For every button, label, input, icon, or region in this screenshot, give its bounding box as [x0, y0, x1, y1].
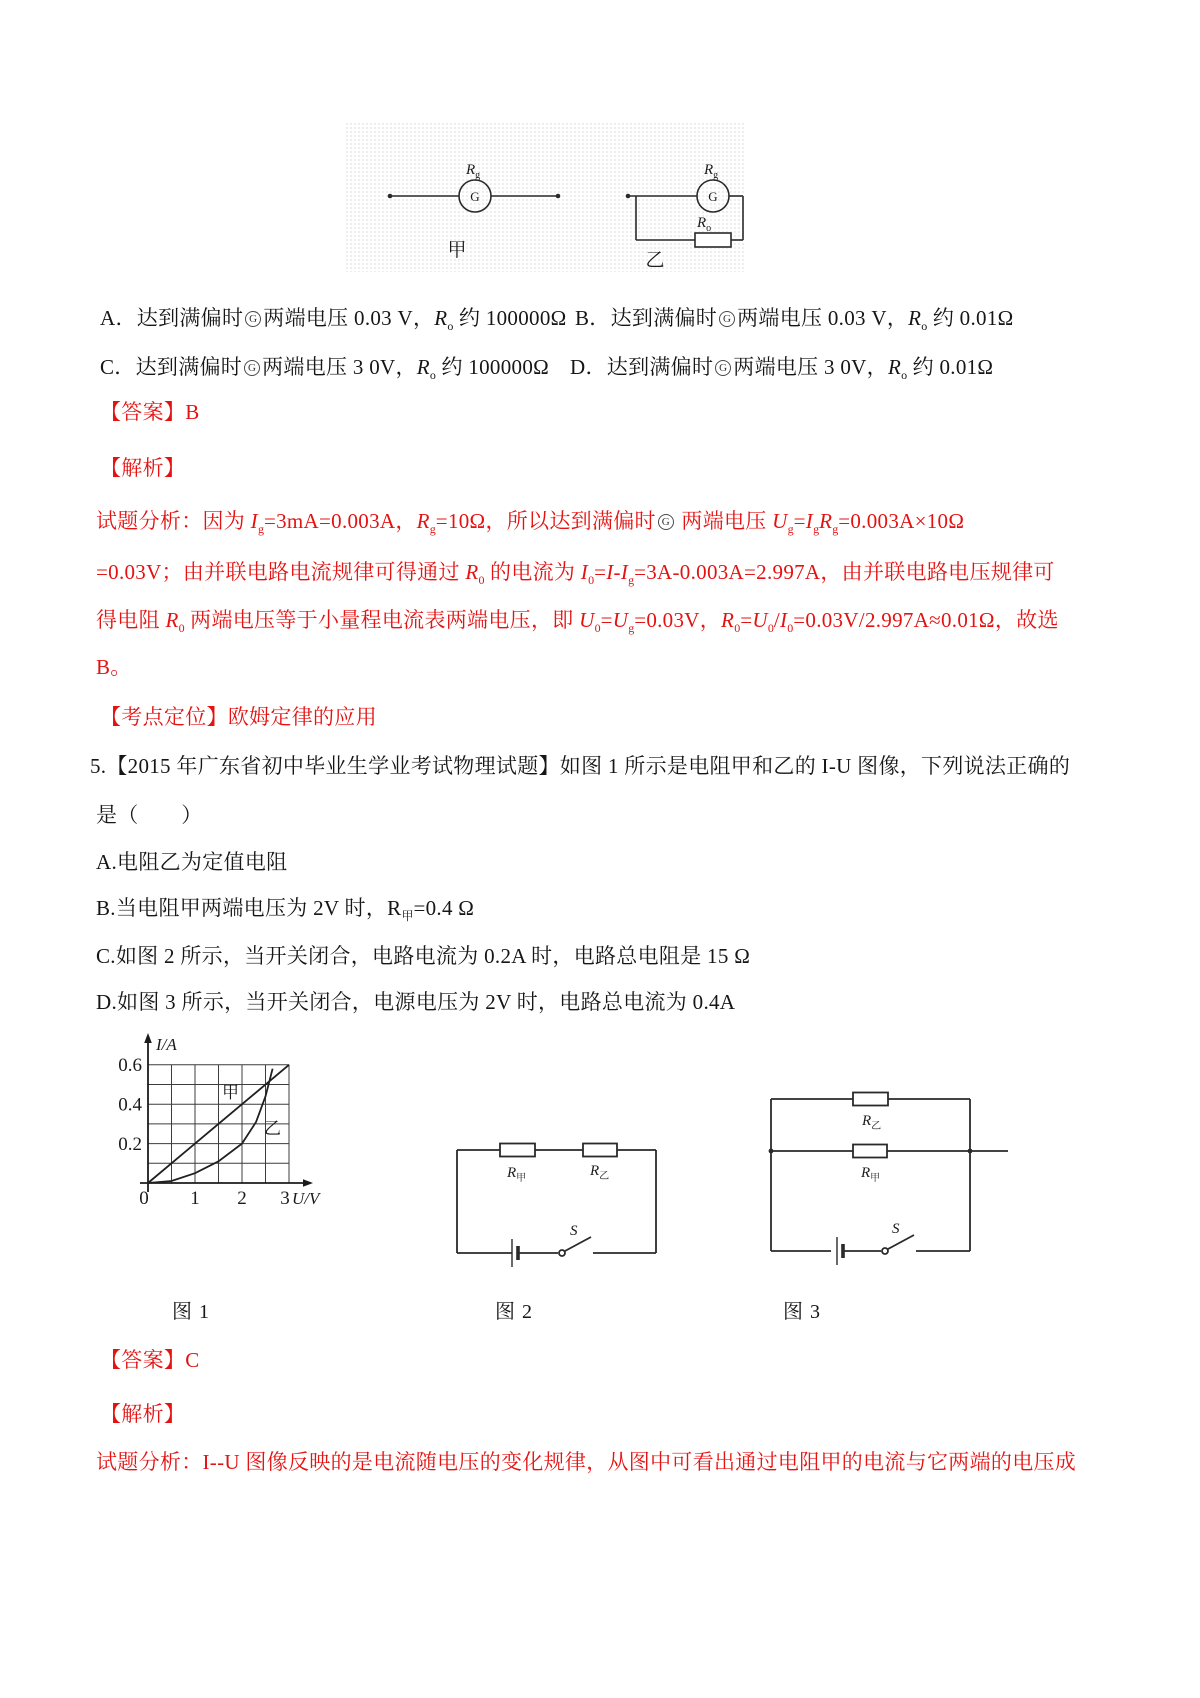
galvanometer-icon: G [715, 360, 731, 376]
resistor-icon [853, 1145, 887, 1158]
r0-label: $R_o$ [697, 215, 712, 234]
q5-option-c: C.如图 2 所示，当开关闭合，电路电流为 0.2A 时，电路总电阻是 15 Ω [96, 944, 751, 968]
fig3-caption: 图 3 [783, 1301, 821, 1323]
q5-answer-line [100, 1344, 200, 1374]
y-tick-0.2: 0.2 [118, 1134, 142, 1155]
q4-circuit-figure [345, 122, 745, 272]
q4-option-c: C．达到满偏时 G 两端电压 3 0V，$R_o$ 约 100000Ω [100, 355, 550, 383]
x-tick-3: 3 [280, 1188, 290, 1209]
x-tick-1: 1 [190, 1188, 200, 1209]
q5-option-a: A.电阻乙为定值电阻 [96, 850, 288, 874]
circuit2-wires [457, 1144, 656, 1268]
circuit-figure-2 [450, 1140, 665, 1270]
circuit-figure-3 [765, 1088, 1015, 1268]
circuit-yi-wires [626, 180, 743, 247]
answer-tag: 【答案】 [100, 1348, 186, 1372]
y-axis-label: I/A [156, 1035, 177, 1054]
circuit3-wires [769, 1093, 1008, 1266]
q4-option-d: D．达到满偏时 G 两端电压 3 0V，$R_o$ 约 0.01Ω [570, 355, 994, 383]
r-yi-label: $R_乙$ [590, 1163, 610, 1182]
fig2-caption: 图 2 [495, 1301, 533, 1323]
x-axis-label: U/V [292, 1189, 320, 1208]
q5-analysis-line: 试题分析：I--U 图像反映的是电流随电压的变化规律，从图中可看出通过电阻甲的电流与它两端的电压成 [96, 1450, 1077, 1474]
q5-option-b: B.当电阻甲两端电压为 2V 时，$R_甲=0.4$ Ω [96, 896, 475, 924]
series-jia-label: 甲 [222, 1083, 239, 1102]
switch-icon [559, 1250, 565, 1256]
y-tick-0.6: 0.6 [118, 1055, 142, 1076]
switch-label: S [892, 1221, 900, 1237]
galvanometer-icon: G [658, 514, 674, 530]
galvanometer-icon: G [244, 360, 260, 376]
switch-label: S [570, 1223, 578, 1239]
q5-stem-line-1: 5.【2015 年广东省初中毕业生学业考试物理试题】如图 1 所示是电阻甲和乙的 I-U 图像，下列说法正确的 [90, 754, 1071, 778]
rg-label: $R_g$ [466, 162, 481, 181]
resistor-icon [583, 1144, 617, 1157]
answer-value: B [185, 400, 200, 424]
resistor-icon [500, 1144, 535, 1157]
terminal-dot [556, 194, 561, 199]
series-yi-curve [148, 1069, 273, 1183]
q4-topic-line [100, 701, 377, 731]
rg-label: $R_g$ [704, 162, 719, 181]
q4-circuits-svg [345, 122, 745, 272]
x-tick-2: 2 [237, 1188, 247, 1209]
r-jia-label: $R_甲$ [507, 1165, 527, 1184]
q4-analysis-line-1: 试题分析：因为 $I_g=3mA=0.003A$，$R_g=10\Omega$，所以达到满偏时 G 两端电压 $U_g=I_gR_g=0.003A\times 10\Omega$ [96, 509, 965, 537]
x-tick-0: 0 [139, 1188, 149, 1209]
fig1-caption: 图 1 [172, 1301, 210, 1323]
topic-tag: 【考点定位】 [100, 705, 228, 729]
q4-analysis-tag: 【解析】 [100, 456, 186, 480]
q4-analysis-line-4: B。 [96, 655, 132, 679]
q5-analysis-tag: 【解析】 [100, 1402, 186, 1426]
yi-caption: 乙 [645, 250, 665, 271]
q5-option-d: D.如图 3 所示，当开关闭合，电源电压为 2V 时，电路总电流为 0.4A [96, 990, 736, 1014]
resistor-icon [695, 233, 731, 247]
y-tick-0.4: 0.4 [118, 1094, 142, 1116]
topic-text: 欧姆定律的应用 [227, 705, 377, 729]
q4-option-a: A．达到满偏时 G 两端电压 0.03 V，$R_o$ 约 100000Ω [100, 306, 567, 334]
series-yi-label: 乙 [264, 1119, 281, 1138]
r-jia-label: $R_甲$ [861, 1165, 881, 1184]
galvanometer-letter: G [708, 189, 718, 204]
resistor-icon [853, 1093, 888, 1106]
answer-tag: 【答案】 [100, 400, 186, 424]
galvanometer-icon: G [245, 311, 261, 327]
q4-answer-line [100, 396, 200, 426]
r-yi-label: $R_乙$ [862, 1113, 882, 1132]
jia-caption: 甲 [447, 240, 467, 261]
galvanometer-icon: G [719, 311, 735, 327]
q4-analysis-line-2: =0.03V；由并联电路电流规律可得通过 $R_0$ 的电流为 $I_0=I-I_g=3A-0.003A=2.997A$，由并联电路电压规律可 [96, 560, 1055, 588]
q4-analysis-line-3: 得电阻 $R_0$ 两端电压等于小量程电流表两端电压，即 $U_0=U_g=0.03V$，$R_0=U_0/I_0=0.03V/2.997A\approx 0.01\Omega$，故选 [96, 608, 1059, 636]
iu-graph [96, 1028, 331, 1218]
switch-icon [882, 1248, 888, 1254]
answer-value: C [185, 1348, 200, 1372]
galvanometer-letter: G [470, 189, 480, 204]
q4-option-b: B．达到满偏时 G 两端电压 0.03 V，$R_o$ 约 0.01Ω [575, 306, 1014, 334]
q5-stem-line-2: 是（ ） [96, 803, 203, 827]
